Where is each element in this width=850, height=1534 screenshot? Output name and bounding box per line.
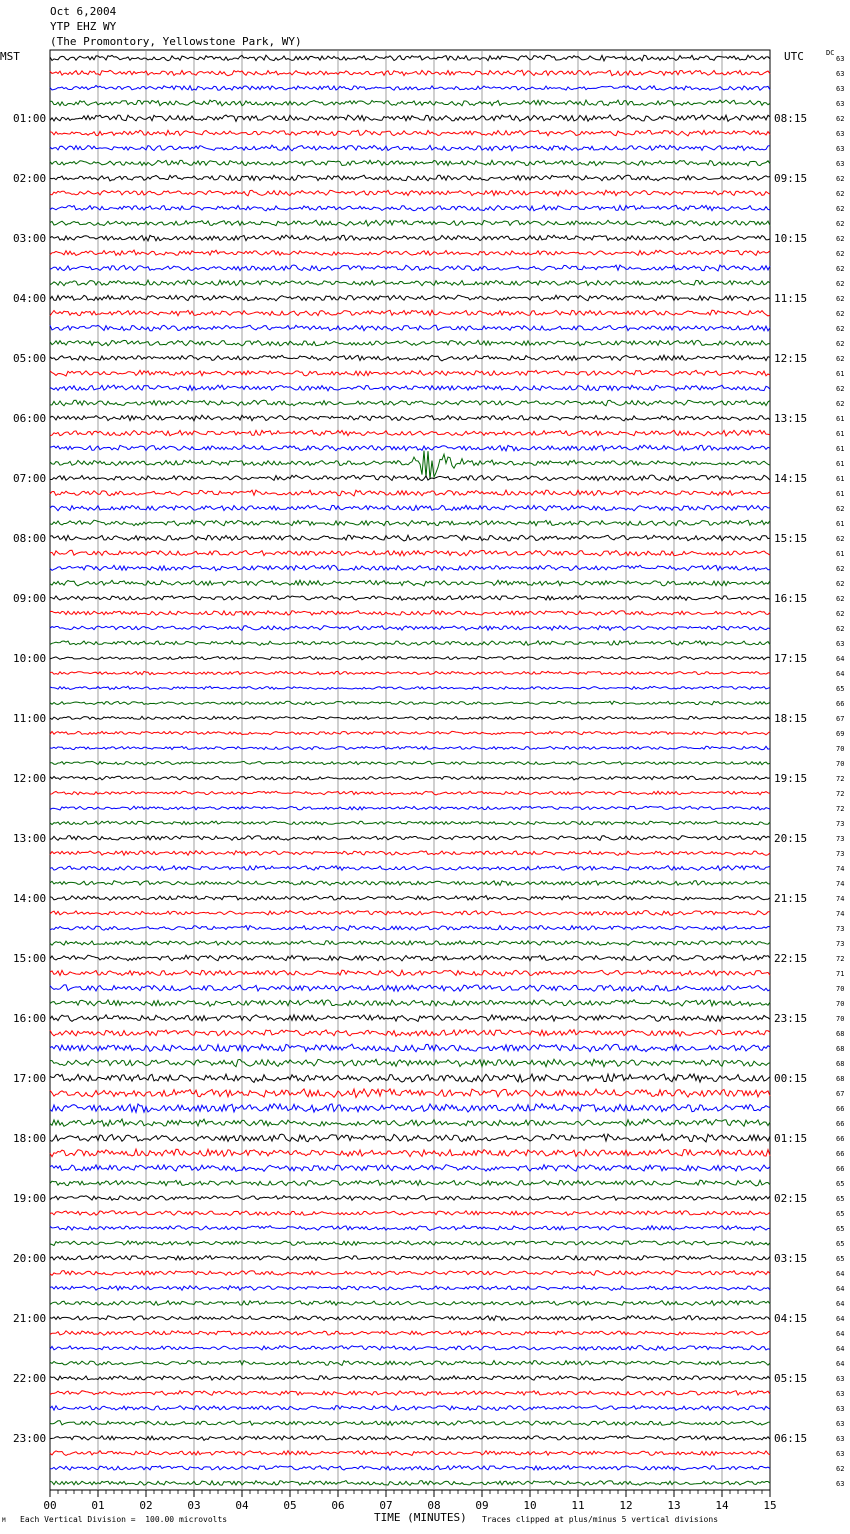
dc-offset-value: 64	[836, 1300, 845, 1308]
x-tick-label: 02	[139, 1499, 153, 1512]
trace-row-11	[50, 220, 770, 226]
trace-row-18	[50, 325, 770, 331]
right-hour-label: 08:15	[774, 112, 808, 125]
plot-frame	[50, 50, 770, 1490]
trace-row-31	[50, 520, 770, 526]
left-hour-label: 20:00	[13, 1252, 47, 1265]
trace-row-81	[50, 1271, 770, 1276]
left-timezone-label: MST	[0, 50, 20, 63]
x-tick-label: 14	[715, 1499, 729, 1512]
trace-row-14	[50, 265, 770, 271]
right-hour-label: 06:15	[774, 1432, 808, 1445]
right-hour-label: 02:15	[774, 1192, 808, 1205]
trace-row-39	[50, 641, 770, 646]
dc-offset-value: 62	[836, 175, 845, 183]
x-tick-label: 15	[763, 1499, 777, 1512]
trace-row-1	[50, 70, 770, 76]
trace-row-58	[50, 926, 770, 931]
dc-offset-value: 66	[836, 1135, 845, 1143]
dc-offset-value: 65	[836, 1180, 845, 1188]
dc-offset-value: 61	[836, 475, 845, 483]
right-hour-label: 23:15	[774, 1012, 808, 1025]
dc-offset-value: 64	[836, 1270, 845, 1278]
dc-offset-value: 62	[836, 205, 845, 213]
left-hour-label: 02:00	[13, 172, 47, 185]
trace-row-46	[50, 746, 770, 749]
dc-offset-value: 63	[836, 160, 845, 168]
right-hour-label: 15:15	[774, 532, 808, 545]
dc-offset-value: 62	[836, 355, 845, 363]
dc-offset-value: 72	[836, 790, 845, 798]
dc-offset-value: 65	[836, 1255, 845, 1263]
dc-offset-value: 66	[836, 1165, 845, 1173]
trace-row-4	[50, 115, 770, 121]
trace-row-92	[50, 1436, 770, 1441]
dc-offset-value: 65	[836, 1240, 845, 1248]
left-hour-label: 11:00	[13, 712, 47, 725]
trace-row-12	[50, 235, 770, 241]
left-hour-label: 10:00	[13, 652, 47, 665]
dc-offset-value: 67	[836, 715, 845, 723]
x-tick-label: 12	[619, 1499, 633, 1512]
dc-offset-value: 61	[836, 490, 845, 498]
trace-row-83	[50, 1301, 770, 1306]
dc-offset-value: 70	[836, 760, 845, 768]
right-hour-label: 17:15	[774, 652, 808, 665]
trace-row-50	[50, 806, 770, 810]
x-tick-label: 08	[427, 1499, 441, 1512]
trace-row-26	[50, 445, 770, 451]
trace-row-19	[50, 340, 770, 346]
trace-row-8	[50, 175, 770, 181]
left-hour-label: 18:00	[13, 1132, 47, 1145]
trace-row-33	[50, 550, 770, 556]
dc-offset-value: 62	[836, 505, 845, 513]
dc-offset-value: 72	[836, 775, 845, 783]
trace-row-5	[50, 130, 770, 136]
right-hour-label: 14:15	[774, 472, 808, 485]
trace-row-29	[50, 490, 770, 496]
trace-row-48	[50, 776, 770, 780]
trace-row-67	[50, 1059, 770, 1066]
dc-offset-value: 62	[836, 265, 845, 273]
right-hour-label: 22:15	[774, 952, 808, 965]
trace-row-74	[50, 1165, 770, 1172]
trace-row-41	[50, 671, 770, 674]
dc-offset-value: 62	[836, 325, 845, 333]
dc-offset-value: 62	[836, 625, 845, 633]
dc-offset-value: 62	[836, 340, 845, 348]
right-hour-label: 11:15	[774, 292, 808, 305]
header-station: YTP EHZ WY	[50, 20, 117, 33]
dc-offset-value: 68	[836, 1060, 845, 1068]
dc-offset-value: 61	[836, 550, 845, 558]
clip-note: Traces clipped at plus/minus 5 vertical divisions	[482, 1515, 719, 1524]
x-tick-label: 00	[43, 1499, 57, 1512]
trace-row-90	[50, 1406, 770, 1411]
trace-row-36	[50, 596, 770, 601]
left-hour-label: 09:00	[13, 592, 47, 605]
trace-row-70	[50, 1104, 770, 1113]
dc-offset-value: 71	[836, 970, 845, 978]
trace-row-59	[50, 941, 770, 946]
right-hour-label: 05:15	[774, 1372, 808, 1385]
dc-offset-value: 74	[836, 865, 845, 873]
dc-offset-value: 63	[836, 130, 845, 138]
left-hour-label: 19:00	[13, 1192, 47, 1205]
dc-offset-value: 62	[836, 400, 845, 408]
right-hour-label: 04:15	[774, 1312, 808, 1325]
trace-row-78	[50, 1226, 770, 1231]
right-hour-label: 00:15	[774, 1072, 808, 1085]
trace-row-37	[50, 611, 770, 616]
dc-offset-value: 62	[836, 595, 845, 603]
trace-row-28	[50, 475, 770, 481]
dc-offset-value: 62	[836, 250, 845, 258]
dc-offset-value: 62	[836, 295, 845, 303]
dc-offset-value: 72	[836, 805, 845, 813]
right-hour-label: 18:15	[774, 712, 808, 725]
dc-offset-value: 61	[836, 520, 845, 528]
dc-offset-value: 62	[836, 385, 845, 393]
dc-offset-value: 63	[836, 1450, 845, 1458]
dc-offset-value: 61	[836, 445, 845, 453]
dc-offset-value: 70	[836, 745, 845, 753]
scale-note: Each Vertical Division = 100.00 microvolts	[20, 1515, 228, 1524]
right-hour-label: 01:15	[774, 1132, 808, 1145]
dc-offset-value: 70	[836, 1015, 845, 1023]
dc-offset-value: 62	[836, 580, 845, 588]
dc-offset-value: 67	[836, 1090, 845, 1098]
trace-row-88	[50, 1376, 770, 1381]
dc-offset-value: 64	[836, 1360, 845, 1368]
trace-row-44	[50, 716, 770, 719]
dc-offset-value: 72	[836, 955, 845, 963]
trace-row-22	[50, 385, 770, 391]
dc-offset-value: 63	[836, 1480, 845, 1488]
dc-offset-value: 65	[836, 1210, 845, 1218]
left-hour-label: 01:00	[13, 112, 47, 125]
left-hour-label: 14:00	[13, 892, 47, 905]
x-tick-label: 01	[91, 1499, 105, 1512]
dc-offset-column-label: DC	[826, 49, 835, 57]
trace-row-79	[50, 1241, 770, 1246]
right-hour-label: 21:15	[774, 892, 808, 905]
x-tick-label: 10	[523, 1499, 537, 1512]
dc-offset-value: 64	[836, 655, 845, 663]
trace-row-68	[50, 1074, 770, 1082]
trace-row-10	[50, 205, 770, 211]
left-hour-label: 15:00	[13, 952, 47, 965]
dc-offset-value: 62	[836, 535, 845, 543]
dc-offset-value: 62	[836, 310, 845, 318]
left-hour-label: 04:00	[13, 292, 47, 305]
trace-row-38	[50, 626, 770, 631]
left-hour-label: 07:00	[13, 472, 47, 485]
dc-offset-value: 66	[836, 1120, 845, 1128]
trace-row-2	[50, 86, 770, 91]
trace-row-0	[50, 55, 770, 61]
dc-offset-value: 63	[836, 55, 845, 63]
x-tick-label: 11	[571, 1499, 585, 1512]
right-hour-label: 16:15	[774, 592, 808, 605]
dc-offset-value: 73	[836, 925, 845, 933]
dc-offset-value: 62	[836, 1465, 845, 1473]
dc-offset-value: 68	[836, 1075, 845, 1083]
dc-offset-value: 61	[836, 430, 845, 438]
trace-row-91	[50, 1421, 770, 1426]
dc-offset-value: 74	[836, 895, 845, 903]
dc-offset-value: 66	[836, 1105, 845, 1113]
dc-offset-value: 69	[836, 730, 845, 738]
dc-offset-value: 64	[836, 1315, 845, 1323]
footer-mark: M	[2, 1517, 6, 1524]
dc-offset-value: 63	[836, 1405, 845, 1413]
dc-offset-value: 70	[836, 985, 845, 993]
dc-offset-value: 63	[836, 85, 845, 93]
left-hour-label: 16:00	[13, 1012, 47, 1025]
dc-offset-value: 61	[836, 460, 845, 468]
dc-offset-value: 63	[836, 1435, 845, 1443]
trace-row-85	[50, 1331, 770, 1336]
dc-offset-value: 64	[836, 1285, 845, 1293]
trace-row-7	[50, 160, 770, 166]
trace-row-84	[50, 1316, 770, 1321]
trace-row-17	[50, 310, 770, 316]
dc-offset-value: 65	[836, 1195, 845, 1203]
dc-offset-value: 74	[836, 880, 845, 888]
dc-offset-value: 68	[836, 1030, 845, 1038]
trace-row-95	[50, 1481, 770, 1486]
trace-row-47	[50, 761, 770, 764]
trace-row-20	[50, 355, 770, 361]
trace-row-40	[50, 656, 770, 660]
dc-offset-value: 62	[836, 220, 845, 228]
dc-offset-value: 66	[836, 1150, 845, 1158]
trace-row-24	[50, 415, 770, 421]
trace-row-76	[50, 1196, 770, 1201]
dc-offset-value: 62	[836, 280, 845, 288]
trace-row-62	[50, 985, 770, 991]
dc-offset-value: 73	[836, 850, 845, 858]
dc-offset-value: 63	[836, 1420, 845, 1428]
left-hour-label: 13:00	[13, 832, 47, 845]
trace-row-27	[50, 451, 770, 480]
left-hour-label: 03:00	[13, 232, 47, 245]
trace-row-32	[50, 535, 770, 541]
trace-row-57	[50, 911, 770, 916]
trace-row-72	[50, 1134, 770, 1142]
left-hour-label: 17:00	[13, 1072, 47, 1085]
dc-offset-value: 62	[836, 190, 845, 198]
dc-offset-value: 63	[836, 100, 845, 108]
trace-row-55	[50, 881, 770, 886]
x-tick-label: 05	[283, 1499, 297, 1512]
right-hour-label: 12:15	[774, 352, 808, 365]
dc-offset-value: 73	[836, 940, 845, 948]
x-tick-label: 04	[235, 1499, 249, 1512]
trace-row-80	[50, 1256, 770, 1261]
left-hour-label: 22:00	[13, 1372, 47, 1385]
dc-offset-value: 65	[836, 685, 845, 693]
trace-row-87	[50, 1361, 770, 1366]
dc-offset-value: 65	[836, 1225, 845, 1233]
trace-row-3	[50, 100, 770, 106]
left-hour-label: 23:00	[13, 1432, 47, 1445]
left-hour-label: 12:00	[13, 772, 47, 785]
dc-offset-value: 68	[836, 1045, 845, 1053]
x-tick-label: 13	[667, 1499, 681, 1512]
trace-row-54	[50, 866, 770, 871]
dc-offset-value: 64	[836, 1345, 845, 1353]
trace-row-25	[50, 430, 770, 436]
trace-row-15	[50, 280, 770, 286]
trace-row-89	[50, 1391, 770, 1396]
trace-row-66	[50, 1044, 770, 1052]
dc-offset-value: 73	[836, 835, 845, 843]
dc-offset-value: 63	[836, 70, 845, 78]
trace-row-23	[50, 400, 770, 406]
left-hour-label: 21:00	[13, 1312, 47, 1325]
trace-row-21	[50, 370, 770, 376]
dc-offset-value: 61	[836, 415, 845, 423]
trace-row-94	[50, 1466, 770, 1471]
dc-offset-value: 73	[836, 820, 845, 828]
trace-row-16	[50, 295, 770, 301]
dc-offset-value: 62	[836, 610, 845, 618]
trace-row-56	[50, 896, 770, 901]
trace-row-34	[50, 565, 770, 571]
trace-row-60	[50, 955, 770, 961]
trace-row-86	[50, 1346, 770, 1351]
right-timezone-label: UTC	[784, 50, 804, 63]
trace-row-93	[50, 1451, 770, 1456]
dc-offset-value: 63	[836, 640, 845, 648]
trace-row-65	[50, 1030, 770, 1037]
dc-offset-value: 63	[836, 1375, 845, 1383]
x-axis	[43, 1490, 776, 1512]
trace-row-53	[50, 851, 770, 856]
trace-row-13	[50, 250, 770, 255]
x-tick-label: 06	[331, 1499, 345, 1512]
x-axis-title: TIME (MINUTES)	[374, 1511, 467, 1524]
dc-offset-value: 62	[836, 565, 845, 573]
dc-offset-value: 74	[836, 910, 845, 918]
trace-row-77	[50, 1211, 770, 1216]
grid-layer	[50, 50, 770, 1490]
trace-layer	[50, 55, 770, 1485]
dc-offset-value: 64	[836, 670, 845, 678]
header-date: Oct 6,2004	[50, 5, 117, 18]
trace-row-52	[50, 836, 770, 841]
trace-row-73	[50, 1149, 770, 1157]
trace-row-64	[50, 1015, 770, 1022]
dc-offset-value: 63	[836, 1390, 845, 1398]
right-hour-label: 13:15	[774, 412, 808, 425]
left-hour-label: 08:00	[13, 532, 47, 545]
trace-row-43	[50, 701, 770, 705]
trace-row-30	[50, 505, 770, 510]
right-hour-label: 20:15	[774, 832, 808, 845]
dc-offset-value: 62	[836, 235, 845, 243]
right-hour-label: 19:15	[774, 772, 808, 785]
header-location: (The Promontory, Yellowstone Park, WY)	[50, 35, 302, 48]
dc-offset-value: 63	[836, 145, 845, 153]
x-tick-label: 07	[379, 1499, 393, 1512]
right-hour-label: 09:15	[774, 172, 808, 185]
left-hour-label: 05:00	[13, 352, 47, 365]
dc-offset-value: 62	[836, 115, 845, 123]
dc-offset-value: 70	[836, 1000, 845, 1008]
x-tick-label: 03	[187, 1499, 201, 1512]
trace-row-75	[50, 1180, 770, 1186]
trace-row-71	[50, 1119, 770, 1126]
trace-row-42	[50, 686, 770, 689]
trace-row-35	[50, 580, 770, 586]
left-hour-label: 06:00	[13, 412, 47, 425]
trace-row-82	[50, 1286, 770, 1291]
trace-row-9	[50, 190, 770, 196]
dc-offset-value: 64	[836, 1330, 845, 1338]
trace-row-6	[50, 145, 770, 151]
right-hour-label: 10:15	[774, 232, 808, 245]
trace-row-49	[50, 791, 770, 795]
right-hour-label: 03:15	[774, 1252, 808, 1265]
trace-row-61	[50, 970, 770, 976]
trace-row-63	[50, 1000, 770, 1007]
x-tick-label: 09	[475, 1499, 489, 1512]
trace-row-69	[50, 1089, 770, 1098]
trace-row-45	[50, 731, 770, 734]
dc-offset-value: 61	[836, 370, 845, 378]
trace-row-51	[50, 821, 770, 825]
dc-offset-value: 66	[836, 700, 845, 708]
